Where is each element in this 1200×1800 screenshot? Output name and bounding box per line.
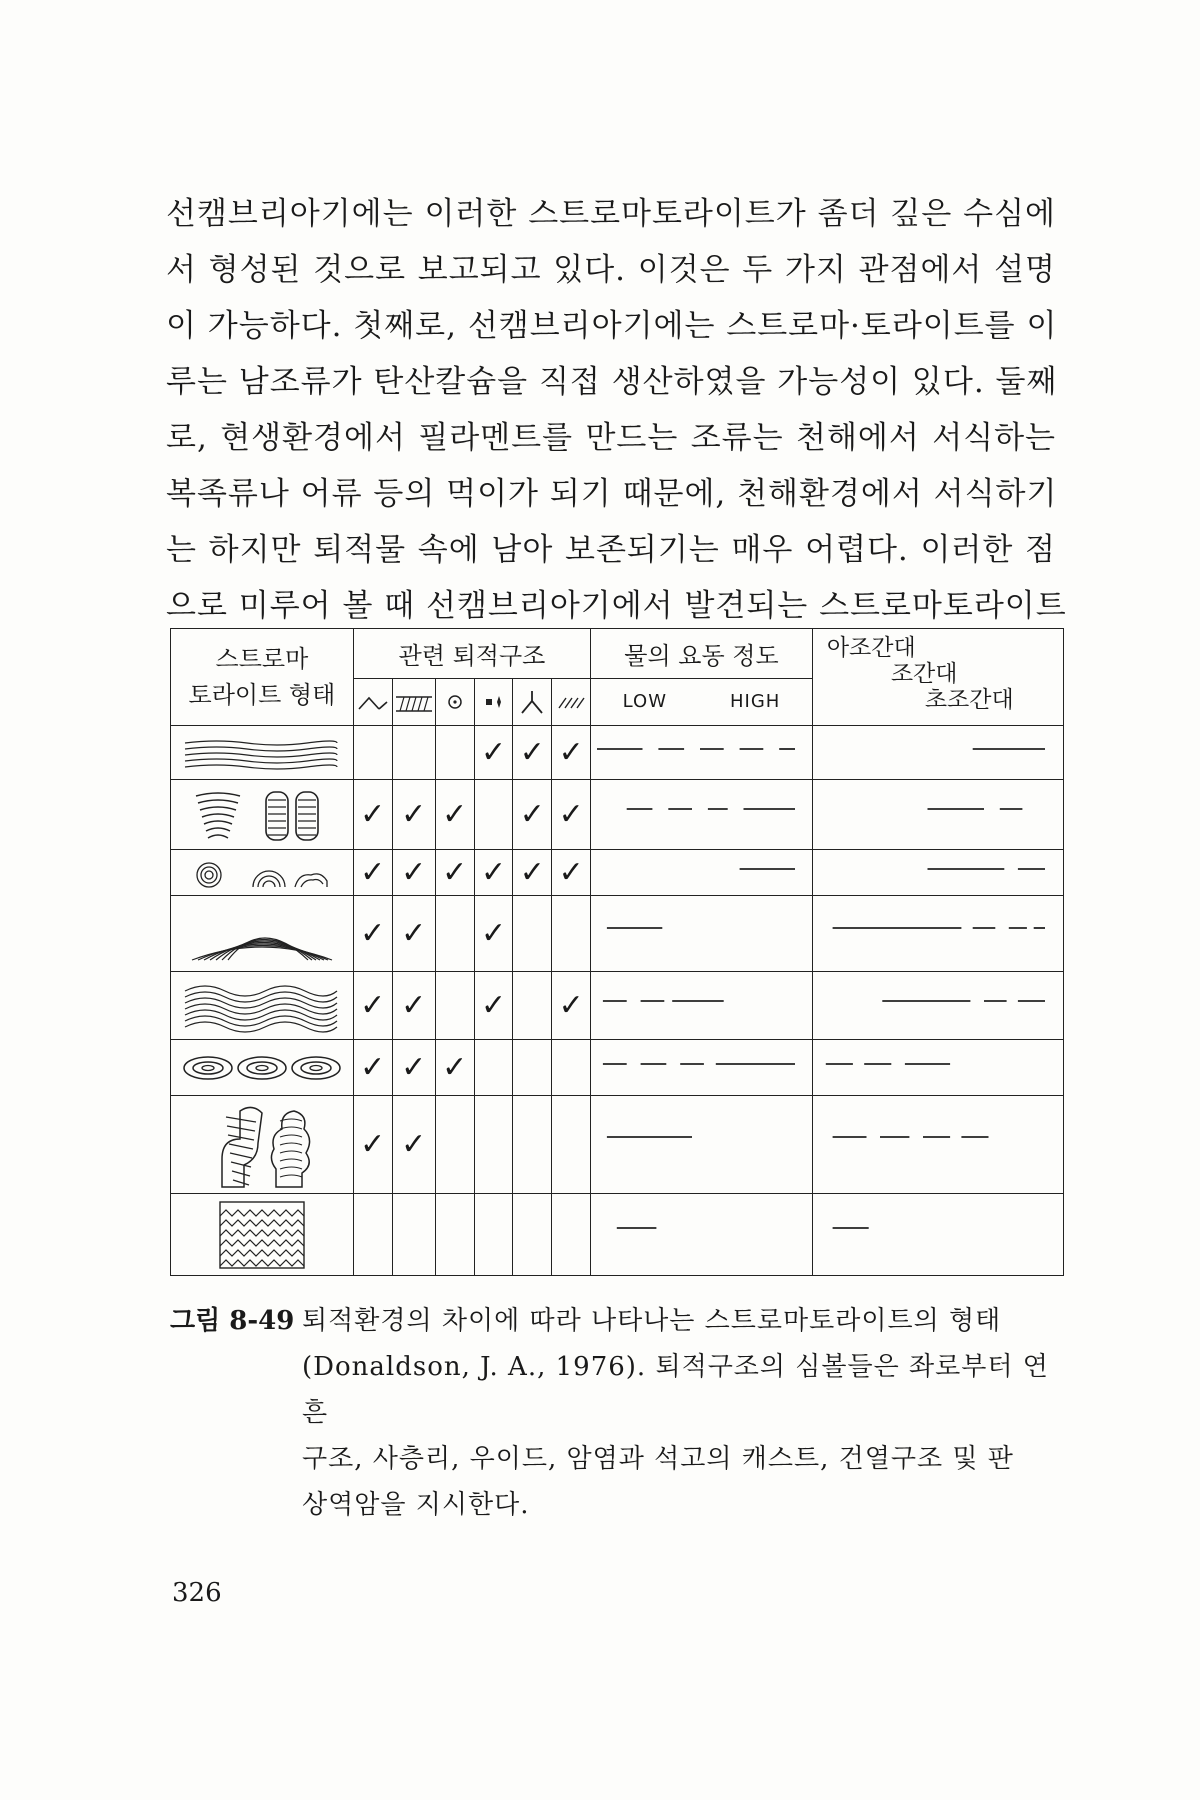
wave-range-bar (591, 972, 801, 1040)
check-mark: ✓ (392, 972, 435, 1040)
wave-range-bar (591, 1096, 801, 1194)
cross-bedding-icon (392, 678, 435, 726)
empty-cell (353, 1194, 392, 1276)
table-row (171, 850, 1064, 896)
header-form-line1: 스트로마 (215, 645, 309, 673)
table-row (171, 1040, 1064, 1096)
wave-range-bar (591, 1194, 801, 1276)
paragraph-line: 복족류나 어류 등의 먹이가 되기 때문에, 천해환경에서 서식하기 (166, 476, 1058, 512)
check-mark: ✓ (392, 896, 435, 972)
table-row (171, 1194, 1064, 1276)
empty-cell (474, 1194, 513, 1276)
table-row (171, 1096, 1064, 1194)
zone-range-bar (813, 1096, 1051, 1194)
zone-range-bar (813, 896, 1051, 972)
mud-crack-icon (513, 678, 552, 726)
wave-range-bar (591, 780, 801, 850)
wave-range (591, 780, 813, 850)
check-mark: ✓ (392, 1096, 435, 1194)
wave-range-bar (591, 1040, 801, 1096)
caption-label: 그림 8-49 (170, 1306, 295, 1336)
empty-cell (474, 780, 513, 850)
zone-range-bar (813, 1040, 1051, 1096)
wave-range (591, 972, 813, 1040)
paragraph-line: 으로 미루어 볼 때 선캠브리아기에서 발견되는 스트로마토라이트 (166, 588, 1067, 624)
wave-low-label: LOW (622, 691, 667, 713)
empty-cell (552, 1096, 591, 1194)
empty-cell (474, 1096, 513, 1194)
check-mark: ✓ (353, 850, 392, 896)
check-mark: ✓ (392, 850, 435, 896)
zone-range (812, 896, 1063, 972)
body-paragraph (166, 186, 1067, 634)
empty-cell (435, 896, 474, 972)
check-mark: ✓ (474, 896, 513, 972)
caption-line: 구조, 사층리, 우이드, 암염과 석고의 캐스트, 건열구조 및 판 (302, 1444, 1014, 1474)
columnar-stromatolite-icon (171, 780, 354, 850)
check-mark: ✓ (353, 896, 392, 972)
empty-cell (435, 726, 474, 780)
wave-range (591, 1040, 813, 1096)
wave-range (591, 1194, 813, 1276)
wave-range-bar (591, 850, 801, 896)
branching-columnar-icon (171, 1096, 354, 1194)
check-mark: ✓ (552, 972, 591, 1040)
wavy-laminated-icon (171, 972, 354, 1040)
header-wave: 물의 요동 정도 (591, 629, 813, 679)
check-mark: ✓ (392, 1040, 435, 1096)
wave-range-bar (591, 896, 801, 972)
zone-range-bar (813, 780, 1051, 850)
zone-range (812, 726, 1063, 780)
check-mark: ✓ (435, 780, 474, 850)
empty-cell (513, 896, 552, 972)
stromatolite-environment-table (170, 628, 1064, 1276)
wave-scale (591, 678, 813, 726)
ripple-mark-icon (353, 678, 392, 726)
check-mark: ✓ (392, 780, 435, 850)
paragraph-line: 서 형성된 것으로 보고되고 있다. 이것은 두 가지 관점에서 설명 (166, 252, 1056, 288)
empty-cell (552, 1194, 591, 1276)
check-mark: ✓ (552, 780, 591, 850)
zone-range (812, 1040, 1063, 1096)
check-mark: ✓ (353, 1096, 392, 1194)
check-mark: ✓ (474, 972, 513, 1040)
figure-caption (170, 1298, 1060, 1528)
wavy-domal-icon (171, 896, 354, 972)
ooid-icon (435, 678, 474, 726)
evaporite-cast-icon (474, 678, 513, 726)
zone-range (812, 1096, 1063, 1194)
check-mark: ✓ (513, 850, 552, 896)
wave-range (591, 850, 813, 896)
paragraph-line: 이 가능하다. 첫째로, 선캠브리아기에는 스트로마·토라이트를 이 (166, 308, 1058, 344)
header-form (171, 629, 354, 726)
flat-laminated-icon (171, 726, 354, 780)
empty-cell (435, 1194, 474, 1276)
zone-intertidal: 조간대 (890, 661, 958, 687)
empty-cell (513, 1096, 552, 1194)
empty-cell (435, 972, 474, 1040)
header-structures: 관련 퇴적구조 (353, 629, 590, 679)
check-mark: ✓ (474, 726, 513, 780)
empty-cell (353, 726, 392, 780)
concentric-oncoid-icon (171, 1040, 354, 1096)
table-row (171, 896, 1064, 972)
check-mark: ✓ (513, 780, 552, 850)
zigzag-laminated-icon (171, 1194, 354, 1276)
zone-subtidal: 아조간대 (826, 635, 916, 661)
empty-cell (552, 1040, 591, 1096)
wave-range (591, 896, 813, 972)
zone-range-bar (813, 1194, 1051, 1276)
empty-cell (392, 726, 435, 780)
paragraph-line: 루는 남조류가 탄산칼슘을 직접 생산하였을 가능성이 있다. 둘째 (166, 364, 1058, 400)
wave-range-bar (591, 726, 801, 780)
zone-range-bar (813, 972, 1051, 1040)
wave-high-label: HIGH (729, 691, 781, 713)
caption-line: 상역암을 지시한다. (302, 1490, 530, 1520)
flat-pebble-icon (552, 678, 591, 726)
check-mark: ✓ (474, 850, 513, 896)
zone-range-bar (813, 726, 1051, 780)
empty-cell (513, 1194, 552, 1276)
check-mark: ✓ (435, 1040, 474, 1096)
check-mark: ✓ (513, 726, 552, 780)
check-mark: ✓ (435, 850, 474, 896)
wave-range (591, 1096, 813, 1194)
check-mark: ✓ (552, 726, 591, 780)
zone-range (812, 1194, 1063, 1276)
caption-line: (Donaldson, J. A., 1976). 퇴적구조의 심볼들은 좌로부터 연흔 (302, 1352, 1049, 1428)
paragraph-line: 로, 현생환경에서 필라멘트를 만드는 조류는 천해에서 서식하는 (166, 420, 1056, 456)
paragraph-line: 는 하지만 퇴적물 속에 남아 보존되기는 매우 어렵다. 이러한 점 (166, 532, 1056, 568)
header-form-line2: 토라이트 형태 (188, 681, 336, 709)
paragraph-line: 선캠브리아기에는 이러한 스트로마토라이트가 좀더 깊은 수심에 (166, 196, 1056, 232)
table-row (171, 726, 1064, 780)
table-row (171, 780, 1064, 850)
empty-cell (552, 896, 591, 972)
empty-cell (392, 1194, 435, 1276)
empty-cell (435, 1096, 474, 1194)
zone-range (812, 850, 1063, 896)
header-zone (812, 629, 1063, 726)
empty-cell (513, 972, 552, 1040)
zone-range (812, 972, 1063, 1040)
domal-oncoid-icon (171, 850, 354, 896)
check-mark: ✓ (353, 972, 392, 1040)
empty-cell (474, 1040, 513, 1096)
caption-line: 퇴적환경의 차이에 따라 나타나는 스트로마토라이트의 형태 (302, 1306, 1002, 1336)
zone-range-bar (813, 850, 1051, 896)
table-row (171, 972, 1064, 1040)
page-number: 326 (172, 1578, 222, 1608)
zone-range (812, 780, 1063, 850)
check-mark: ✓ (353, 780, 392, 850)
check-mark: ✓ (552, 850, 591, 896)
check-mark: ✓ (353, 1040, 392, 1096)
wave-range (591, 726, 813, 780)
zone-supratidal: 초조간대 (924, 687, 1014, 713)
empty-cell (513, 1040, 552, 1096)
